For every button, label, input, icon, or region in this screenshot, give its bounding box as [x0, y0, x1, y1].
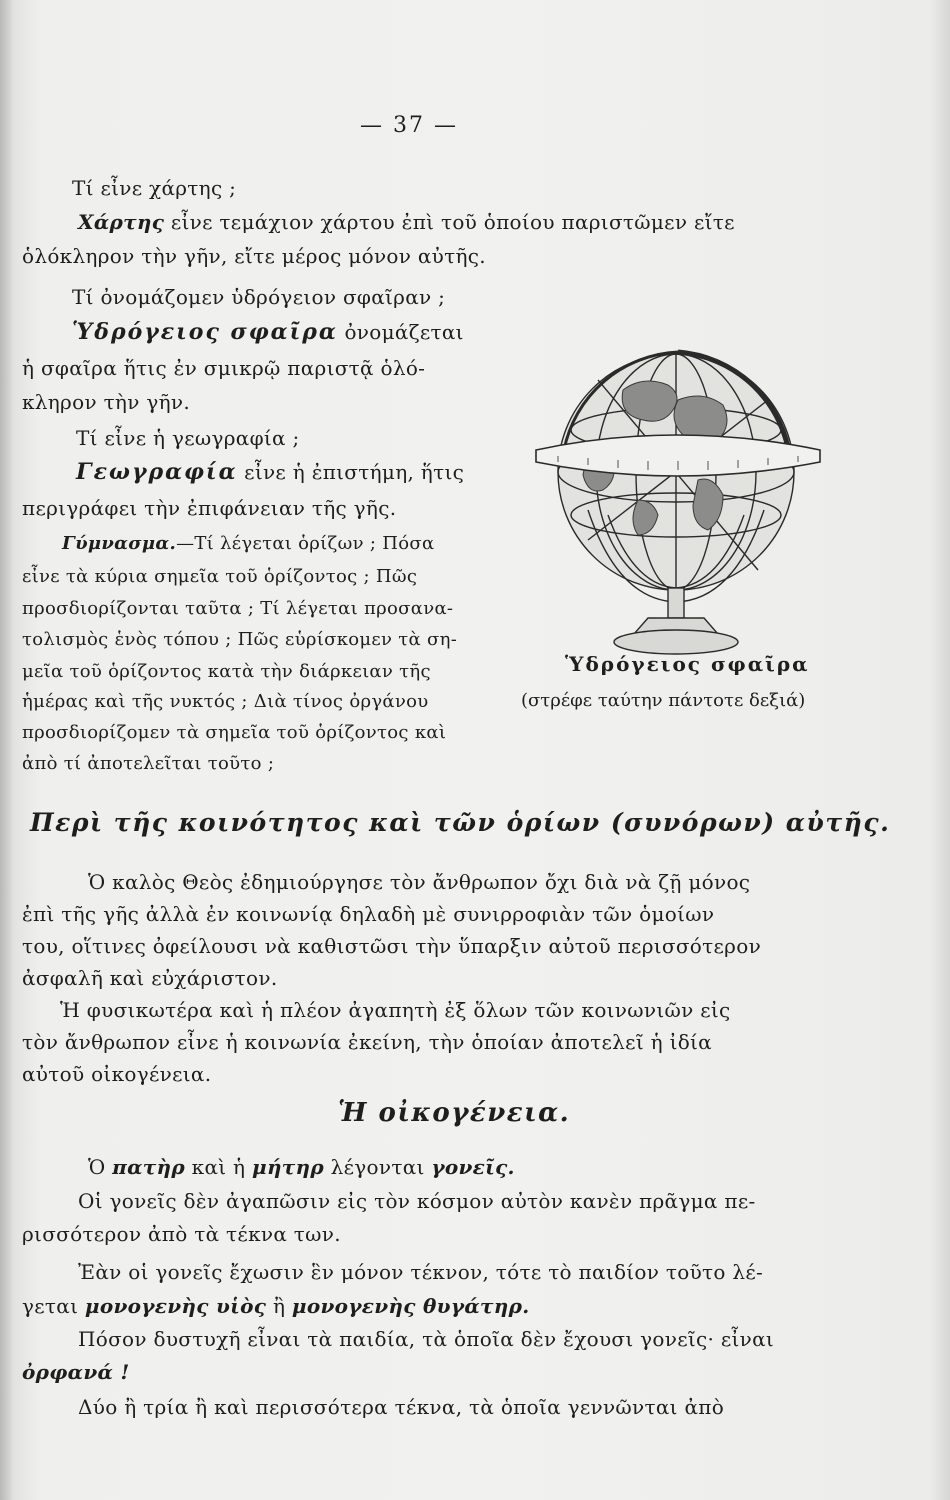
answer-globe-line-2: ἡ σφαῖρα ἥτις ἐν σμικρῷ παριστᾷ ὁλό- [22, 356, 426, 380]
exercise-line-1: Γύμνασμα.—Τί λέγεται ὁρίζων ; Πόσα [62, 533, 435, 554]
term-map: Χάρτης [78, 210, 165, 234]
section2-line-7: ὀρφανά ! [22, 1360, 130, 1384]
answer-geography-line-2: περιγράφει τὴν ἐπιφάνειαν τῆς γῆς. [22, 496, 397, 520]
section1-line-6: τὸν ἄνθρωπον εἶνε ἡ κοινωνία ἐκείνη, τὴν ὁποίαν ἀποτελεῖ ἡ ἰδία [22, 1030, 712, 1054]
section-heading-family: Ἡ οἰκογένεια. [338, 1098, 571, 1128]
section1-line-5: Ἡ φυσικωτέρα καὶ ἡ πλέον ἀγαπητὴ ἐξ ὅλων τῶν κοινωνιῶν εἰς [60, 998, 731, 1022]
question-map: Τί εἶνε χάρτης ; [72, 176, 237, 200]
section2-line-5: γεται μονογενὴς υἱὸς ἢ μονογενὴς θυγάτηρ. [22, 1294, 530, 1318]
section1-line-2: ἐπὶ τῆς γῆς ἀλλὰ ἐν κοινωνίᾳ δηλαδὴ μὲ συνιρροφιὰν τῶν ὁμοίων [22, 902, 715, 926]
exercise-line-4: τολισμὸς ἑνὸς τόπου ; Πῶς εὑρίσκομεν τὰ ση- [22, 629, 458, 650]
term-globe: Ὑδρόγειος σφαῖρα [72, 319, 338, 345]
section1-line-3: του, οἵτινες ὀφείλουσι νὰ καθιστῶσι τὴν ὕπαρξιν αὐτοῦ περισσότερον [22, 934, 762, 958]
section1-line-7: αὐτοῦ οἰκογένεια. [22, 1062, 212, 1086]
answer-map-line-1: Χάρτης εἶνε τεμάχιον χάρτου ἐπὶ τοῦ ὁποίου παριστῶμεν εἴτε [78, 210, 735, 234]
answer-geography-line-1: Γεωγραφία εἶνε ἡ ἐπιστήμη, ἥτις [76, 459, 465, 485]
answer-globe-line-3: κληρον τὴν γῆν. [22, 390, 190, 414]
question-globe: Τί ὀνομάζομεν ὑδρόγειον σφαῖραν ; [72, 285, 446, 309]
question-geography: Τί εἶνε ἡ γεωγραφία ; [76, 426, 300, 450]
page-number: — 37 — [360, 113, 458, 138]
answer-map-line-2: ὁλόκληρον τὴν γῆν, εἴτε μέρος μόνον αὐτῆς. [22, 244, 486, 268]
answer-globe-line-1: Ὑδρόγειος σφαῖρα ὀνομάζεται [72, 319, 464, 345]
term-geography: Γεωγραφία [76, 459, 238, 485]
section2-line-3: ρισσότερον ἀπὸ τὰ τέκνα των. [22, 1222, 341, 1246]
binding-shadow [0, 0, 14, 1500]
section1-line-1: Ὁ καλὸς Θεὸς ἐδημιούργησε τὸν ἄνθρωπον ὄχι διὰ νὰ ζῇ μόνος [88, 870, 751, 894]
section1-line-4: ἀσφαλῆ καὶ εὐχάριστον. [22, 966, 278, 990]
figure-caption-note: (στρέφε ταύτην πάντοτε δεξιά) [521, 690, 806, 711]
exercise-line-7: προσδιορίζομεν τὰ σημεῖα τοῦ ὁρίζοντος καὶ [22, 722, 447, 743]
section2-line-6: Πόσον δυστυχῆ εἶναι τὰ παιδία, τὰ ὁποῖα δὲν ἔχουσι γονεῖς· εἶναι [78, 1327, 775, 1351]
section2-line-8: Δύο ἢ τρία ἢ καὶ περισσότερα τέκνα, τὰ ὁποῖα γεννῶνται ἀπὸ [78, 1395, 725, 1419]
section2-line-1: Ὁ πατὴρ καὶ ἡ μήτηρ λέγονται γονεῖς. [88, 1155, 515, 1179]
exercise-line-2: εἶνε τὰ κύρια σημεῖα τοῦ ὁρίζοντος ; Πῶς [22, 566, 418, 587]
exercise-label: Γύμνασμα. [62, 533, 177, 554]
figure-caption-title: Ὑδρόγειος σφαῖρα [565, 652, 810, 676]
exercise-line-6: ἡμέρας καὶ τῆς νυκτός ; Διὰ τίνος ὀργάνου [22, 691, 429, 712]
exercise-line-8: ἀπὸ τί ἀποτελεῖται τοῦτο ; [22, 753, 275, 774]
exercise-line-5: μεῖα τοῦ ὁρίζοντος κατὰ τὴν διάρκειαν τῆς [22, 661, 431, 682]
section2-line-4: Ἐὰν οἱ γονεῖς ἔχωσιν ἓν μόνον τέκνον, τότε τὸ παιδίον τοῦτο λέ- [78, 1260, 764, 1284]
section-heading-community: Περὶ τῆς κοινότητος καὶ τῶν ὁρίων (συνόρων) αὐτῆς. [30, 808, 891, 837]
section2-line-2: Οἱ γονεῖς δὲν ἀγαπῶσιν εἰς τὸν κόσμον αὐτὸν κανὲν πρᾶγμα πε- [78, 1189, 756, 1213]
globe-illustration [528, 330, 828, 680]
exercise-line-3: προσδιορίζονται ταῦτα ; Τί λέγεται προσανα- [22, 598, 454, 619]
